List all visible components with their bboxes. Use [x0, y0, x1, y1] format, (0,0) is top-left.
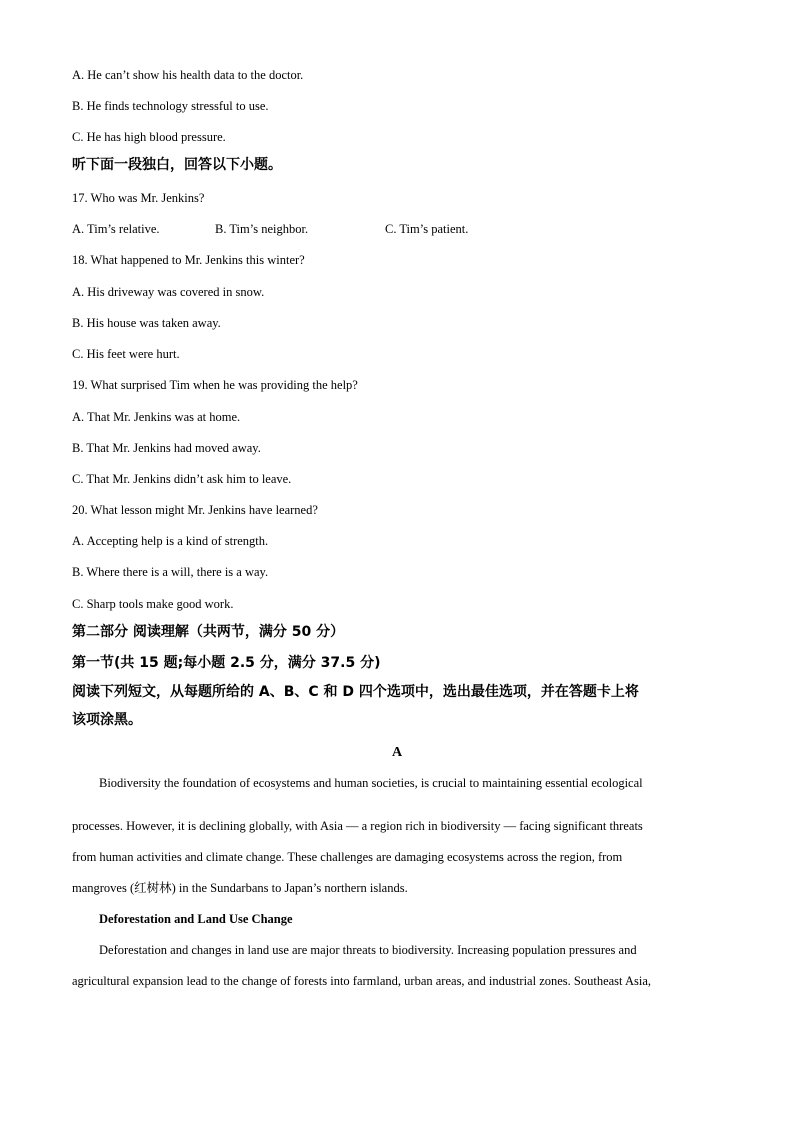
passage-p1-line2: processes. However, it is declining globally, with Asia — a region rich in biodiversity — facing significant threats: [72, 819, 643, 833]
q19-option-a: A. That Mr. Jenkins was at home.: [72, 410, 241, 424]
q18-option-c: C. His feet were hurt.: [72, 347, 180, 361]
q20-option-a: A. Accepting help is a kind of strength.: [72, 534, 269, 548]
passage-p2-line2: agricultural expansion lead to the change of forests into farmland, urban areas, and industrial zones. Southeast Asia,: [72, 974, 651, 988]
q19-question: 19. What surprised Tim when he was providing the help?: [72, 378, 358, 392]
q20-option-c: C. Sharp tools make good work.: [72, 597, 234, 611]
q17-option-c: C. Tim’s patient.: [385, 222, 469, 236]
passage-letter: A: [391, 745, 403, 760]
q20-question: 20. What lesson might Mr. Jenkins have learned?: [72, 503, 318, 517]
q16-option-a: A. He can’t show his health data to the doctor.: [72, 68, 304, 82]
section1-heading: 第一节(共 15 题;每小题 2.5 分，满分 37.5 分): [72, 655, 381, 671]
passage-p1-line4: mangroves (红树林) in the Sundarbans to Japan’s northern islands.: [72, 881, 408, 895]
q17-question: 17. Who was Mr. Jenkins?: [72, 191, 205, 205]
q19-option-b: B. That Mr. Jenkins had moved away.: [72, 441, 261, 455]
q18-option-a: A. His driveway was covered in snow.: [72, 285, 265, 299]
q17-option-b: B. Tim’s neighbor.: [215, 222, 309, 236]
q20-option-b: B. Where there is a will, there is a way.: [72, 565, 269, 579]
q18-option-b: B. His house was taken away.: [72, 316, 221, 330]
q18-question: 18. What happened to Mr. Jenkins this winter?: [72, 253, 305, 267]
passage-p2-line1: Deforestation and changes in land use are major threats to biodiversity. Increasing population pressures and: [99, 943, 637, 957]
reading-instruction-line1: 阅读下列短文，从每题所给的 A、B、C 和 D 四个选项中，选出最佳选项，并在答题卡上将: [72, 684, 639, 700]
q16-option-c: C. He has high blood pressure.: [72, 130, 226, 144]
reading-instruction-line2: 该项涂黑。: [72, 712, 142, 728]
passage-p1-line3: from human activities and climate change. These challenges are damaging ecosystems across the region, from: [72, 850, 623, 864]
q16-option-b: B. He finds technology stressful to use.: [72, 99, 269, 113]
listening-instruction: 听下面一段独白，回答以下小题。: [72, 157, 282, 173]
part2-heading: 第二部分 阅读理解（共两节，满分 50 分）: [72, 624, 345, 640]
q19-option-c: C. That Mr. Jenkins didn’t ask him to leave.: [72, 472, 292, 486]
passage-subheading: Deforestation and Land Use Change: [99, 912, 293, 926]
passage-p1-line1: Biodiversity the foundation of ecosystems and human societies, is crucial to maintaining essential ecological: [99, 776, 643, 790]
q17-option-a: A. Tim’s relative.: [72, 222, 160, 236]
